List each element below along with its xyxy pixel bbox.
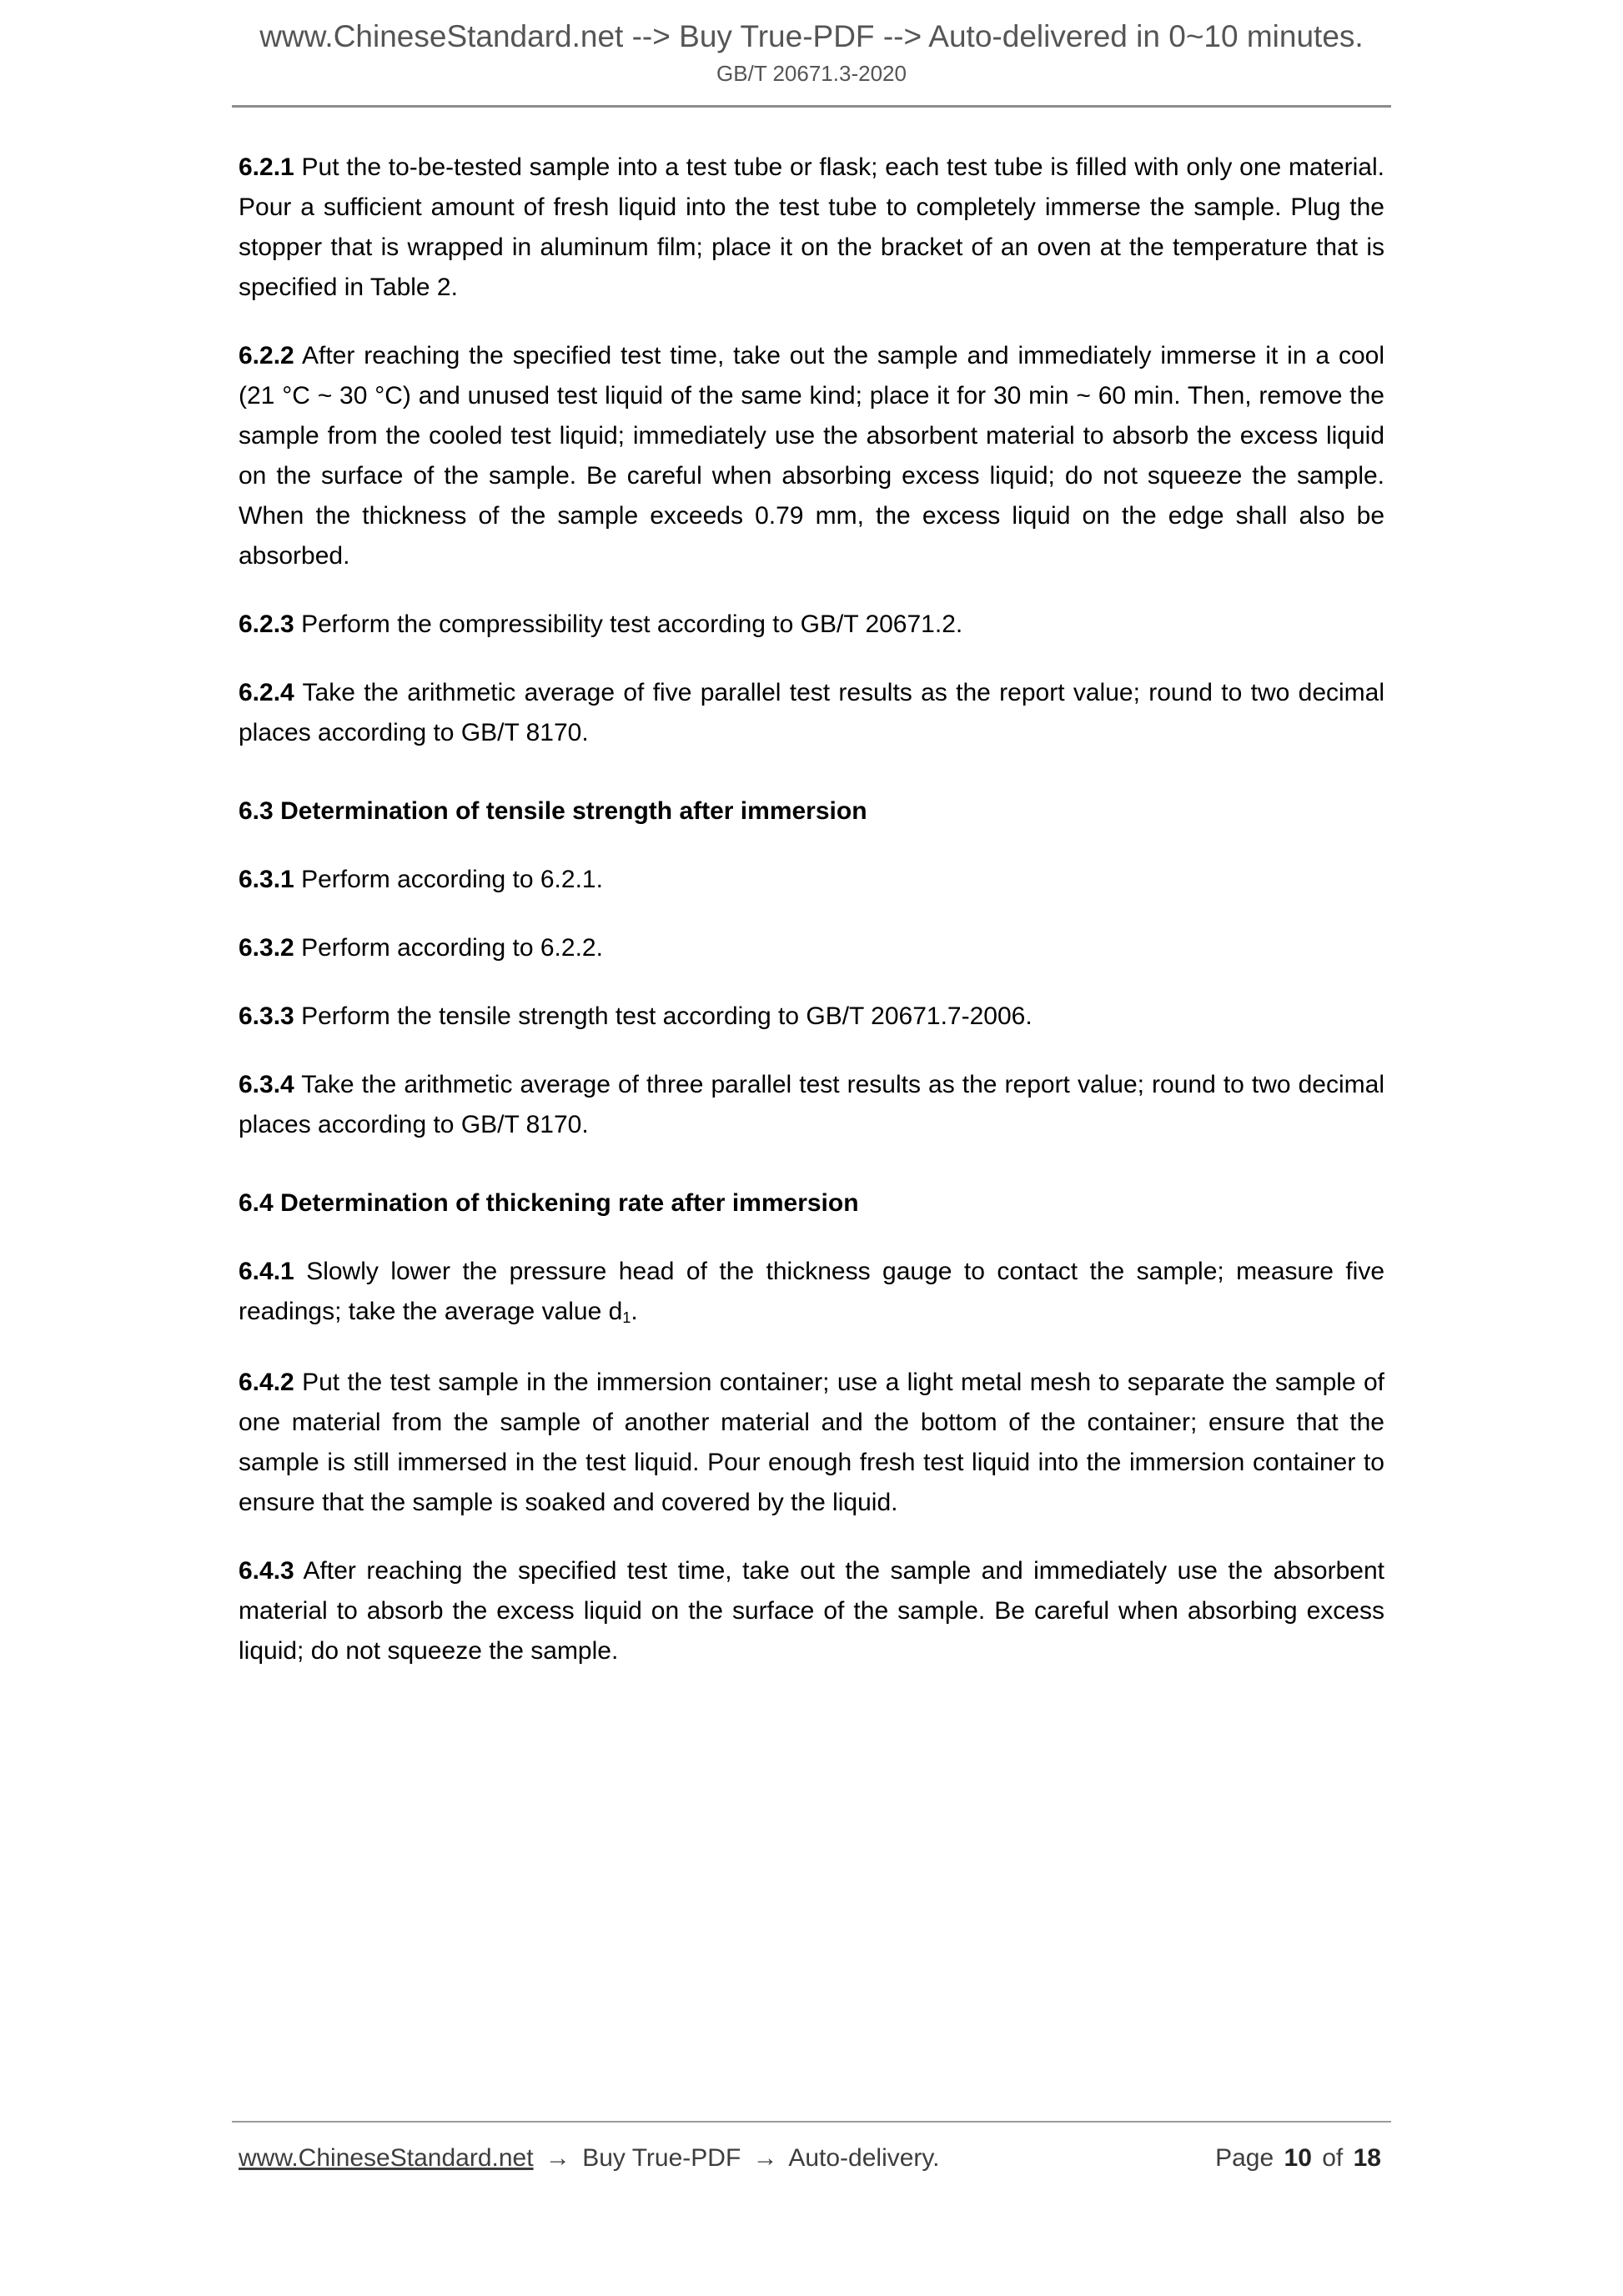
heading-text: Determination of thickening rate after immersion [280,1189,859,1217]
right-arrow-icon: → [752,2144,778,2172]
clause-number: 6.2.3 [239,610,294,638]
page-indicator [1215,2142,1384,2175]
clause-6-3-3 [239,997,1384,1037]
page-current: 10 [1284,2144,1312,2172]
footer-site-link[interactable]: www.ChineseStandard.net [239,2144,534,2172]
clause-number: 6.3 [239,797,274,825]
clause-6-4-1 [239,1252,1384,1334]
clause-6-2-2 [239,336,1384,576]
header-tagline: www.ChineseStandard.net --> Buy True-PDF --> Auto-delivered in 0~10 minutes. [259,19,1364,53]
clause-text: Perform the tensile strength test according to GB/T 20671.7-2006. [301,1002,1033,1030]
clause-number: 6.3.3 [239,1002,294,1030]
clause-text-tail: . [631,1298,638,1325]
heading-text: Determination of tensile strength after immersion [280,797,867,825]
clause-text: Perform according to 6.2.1. [301,866,603,893]
clause-text: Perform according to 6.2.2. [301,934,603,962]
clause-6-2-4 [239,673,1384,753]
clause-number: 6.2.4 [239,679,294,706]
page-word: Page [1215,2144,1274,2172]
clause-6-2-1 [239,148,1384,308]
clause-text: Take the arithmetic average of five parallel test results as the report value; round to two decimal places according to GB/T 8170. [239,679,1385,746]
footer-action-label: Buy True-PDF [582,2144,741,2172]
footer-delivery-note [239,2142,940,2175]
clause-number: 6.3.1 [239,866,294,893]
section-heading-6-4 [239,1183,1384,1223]
right-arrow-icon: → [545,2144,570,2172]
page-footer [239,2142,1384,2175]
clause-6-4-2 [239,1363,1384,1523]
header-rule [232,105,1391,108]
clause-text: Perform the compressibility test according to GB/T 20671.2. [301,610,963,638]
clause-6-3-4 [239,1065,1384,1145]
clause-text: Put the test sample in the immersion container; use a light metal mesh to separate the sample of one material from the sample of another material and the bottom of the container; ensure that the sample is still immersed in the test liquid. Pour enough fresh test liquid into the immersion container to ensure that the sample is soaked and covered by the liquid. [239,1369,1384,1516]
clause-6-2-3 [239,605,1384,645]
clause-text: Take the arithmetic average of three parallel test results as the report value; round to two decimal places according to GB/T 8170. [239,1071,1384,1138]
section-heading-6-3 [239,791,1384,831]
clause-number: 6.3.2 [239,934,294,962]
clause-number: 6.4.2 [239,1369,294,1396]
clause-number: 6.4.1 [239,1258,294,1285]
clause-number: 6.4.3 [239,1557,294,1585]
clause-number: 6.4 [239,1189,274,1217]
clause-text: After reaching the specified test time, take out the sample and immediately immerse it in a cool (21 °C ~ 30 °C) and unused test liquid of the same kind; place it for 30 min ~ 60 min. Then, remove the sample from the cooled test liquid; immediately use the absorbent material to absorb the excess liquid on the surface of the sample. Be careful when absorbing excess liquid; do not squeeze the sample. When the thickness of the sample exceeds 0.79 mm, the excess liquid on the edge shall also be absorbed. [239,342,1384,570]
footer-rule [232,2121,1391,2123]
subscript-1: 1 [622,1309,631,1326]
page-total: 18 [1353,2144,1381,2172]
clause-text: Slowly lower the pressure head of the thickness gauge to contact the sample; measure five readings; take the average value d [239,1258,1384,1325]
clause-6-3-1 [239,860,1384,900]
standard-number: GB/T 20671.3-2020 [716,61,907,86]
clause-number: 6.3.4 [239,1071,294,1098]
clause-number: 6.2.2 [239,342,294,369]
clause-text: Put the to-be-tested sample into a test tube or flask; each test tube is filled with only one material. Pour a sufficient amount of fresh liquid into the test tube to completely immerse the sample. Plug the stopper that is wrapped in aluminum film; place it on the bracket of an oven at the temperature that is specified in Table 2. [239,153,1384,301]
document-body [239,148,1384,1671]
clause-6-3-2 [239,928,1384,968]
footer-delivery-label: Auto-delivery. [788,2144,940,2172]
page-header [0,0,1623,87]
of-word: of [1322,2144,1344,2172]
clause-text: After reaching the specified test time, take out the sample and immediately use the absorbent material to absorb the excess liquid on the surface of the sample. Be careful when absorbing excess liquid; do not squeeze the sample. [239,1557,1384,1665]
clause-6-4-3 [239,1551,1384,1671]
clause-number: 6.2.1 [239,153,294,181]
